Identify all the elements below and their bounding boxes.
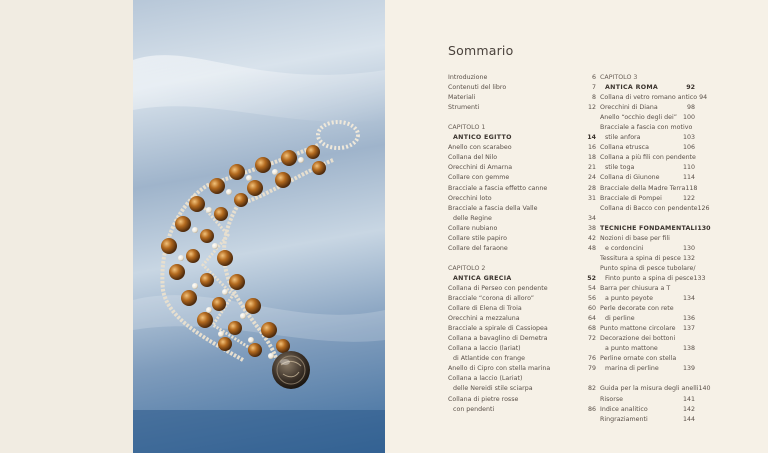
toc-entry[interactable] bbox=[448, 153, 596, 163]
toc-entry-continuation[interactable] bbox=[600, 274, 706, 284]
toc-entry-text: stile toga bbox=[605, 164, 635, 172]
toc-entry-text: TECNICHE FONDAMENTALI bbox=[600, 224, 698, 232]
toc-entry-text: Punto mattone circolare bbox=[600, 325, 676, 333]
toc-entry[interactable] bbox=[600, 384, 711, 394]
toc-page-number bbox=[586, 395, 596, 405]
toc-page-number: 7 bbox=[591, 84, 596, 92]
toc-entry[interactable] bbox=[600, 204, 710, 214]
toc-entry-continuation[interactable] bbox=[448, 354, 596, 364]
toc-page-number: 136 bbox=[682, 315, 695, 323]
toc-page-number: 68 bbox=[587, 325, 596, 333]
toc-entry-text: Barra per chiusura a T bbox=[600, 284, 671, 292]
toc-entry-text: Anello con scarabeo bbox=[448, 144, 512, 152]
toc-entry[interactable] bbox=[448, 344, 596, 354]
toc-entry-continuation[interactable] bbox=[448, 214, 596, 224]
toc-entry-text: Collana di Bacco con pendente bbox=[600, 204, 698, 212]
toc-page-number: 139 bbox=[682, 365, 695, 373]
toc-entry[interactable] bbox=[600, 143, 695, 153]
toc-entry-text: Bracciale a fascia effetto canne bbox=[448, 184, 548, 192]
toc-entry-text: Collana di Perseo con pendente bbox=[448, 284, 548, 292]
toc-entry-text: Contenuti del libro bbox=[448, 84, 507, 92]
toc-entry-text: Collana di vetro romano antico bbox=[600, 94, 698, 102]
toc-page-number: 122 bbox=[682, 194, 695, 202]
toc-entry-text: stile anfora bbox=[605, 134, 641, 142]
toc-entry-text: Collare nubiano bbox=[448, 224, 498, 232]
page-title: Sommario bbox=[448, 43, 514, 58]
toc-entry-text: CAPITOLO 2 bbox=[448, 264, 486, 272]
toc-entry[interactable] bbox=[448, 83, 596, 93]
toc-entry[interactable] bbox=[600, 93, 708, 103]
toc-entry[interactable] bbox=[600, 153, 695, 163]
toc-entry[interactable] bbox=[600, 395, 695, 405]
toc-spacer bbox=[448, 254, 596, 264]
toc-entry-continuation[interactable] bbox=[600, 364, 695, 374]
toc-page-number: 144 bbox=[682, 415, 695, 423]
toc-entry-text: Introduzione bbox=[448, 74, 488, 81]
toc-entry[interactable] bbox=[600, 103, 695, 113]
toc-page-number bbox=[696, 153, 706, 163]
toc-entry-continuation[interactable] bbox=[600, 133, 695, 143]
toc-entry-continuation[interactable] bbox=[600, 314, 695, 324]
toc-entry-text: Collana a più fili con pendente bbox=[600, 154, 696, 162]
toc-page-number: 100 bbox=[682, 114, 695, 122]
toc-page-number bbox=[692, 123, 702, 133]
toc-page-number: 34 bbox=[587, 214, 596, 222]
toc-entry-text: Collana a bavaglino di Demetra bbox=[448, 335, 548, 343]
toc-page-number: 138 bbox=[682, 345, 695, 353]
toc-column-right bbox=[600, 73, 711, 425]
toc-page-number bbox=[685, 284, 695, 294]
toc-page-number: 140 bbox=[698, 385, 711, 393]
toc-entry-text: Collare del faraone bbox=[448, 244, 508, 252]
toc-entry-text: Perle decorate con rete bbox=[600, 305, 674, 313]
toc-page-number: 48 bbox=[587, 244, 596, 252]
toc-entry[interactable] bbox=[448, 234, 596, 244]
toc-entry-text: Collare di Elena di Troia bbox=[448, 305, 522, 313]
toc-entry-text: Orecchini di Diana bbox=[600, 104, 658, 112]
bracelet-illustration bbox=[133, 0, 385, 453]
toc-entry-text: ANTICO EGITTO bbox=[453, 134, 512, 142]
toc-entry-text: Anello di Cipro con stella marina bbox=[448, 365, 551, 373]
toc-entry-text: Orecchini di Amarna bbox=[448, 164, 513, 172]
toc-page-number: 28 bbox=[587, 184, 596, 192]
toc-entry-text: Collana etrusca bbox=[600, 144, 649, 152]
toc-entry-text: di perline bbox=[605, 315, 635, 323]
toc-page-number bbox=[695, 264, 705, 274]
toc-entry-text: Nozioni di base per fili bbox=[600, 234, 670, 242]
toc-entry-text: Bracciale della Madre Terra bbox=[600, 184, 686, 192]
toc-page-number: 60 bbox=[587, 305, 596, 313]
left-page-margin bbox=[0, 0, 133, 453]
toc-entry-text: Collana a laccio (Lariat) bbox=[448, 375, 523, 383]
toc-spacer bbox=[600, 214, 695, 224]
toc-entry[interactable] bbox=[600, 264, 695, 274]
toc-page-number: 142 bbox=[682, 405, 695, 413]
chapter-label[interactable] bbox=[600, 73, 695, 83]
toc-entry-text: con pendenti bbox=[453, 405, 495, 413]
toc-entry[interactable] bbox=[600, 254, 695, 264]
toc-page-number: 114 bbox=[682, 174, 695, 182]
toc-entry-text: Bracciale a fascia della Valle bbox=[448, 204, 538, 212]
toc-page-number bbox=[685, 354, 695, 364]
toc-entry-text: Decorazione dei bottoni bbox=[600, 335, 676, 343]
toc-entry[interactable] bbox=[600, 415, 695, 425]
chapter-title[interactable] bbox=[448, 274, 596, 284]
toc-entry[interactable] bbox=[448, 324, 596, 334]
toc-page-number: 76 bbox=[587, 355, 596, 363]
toc-entry-text: Collare stile papiro bbox=[448, 234, 507, 242]
toc-entry-text: Bracciale di Pompei bbox=[600, 194, 662, 202]
toc-entry-text: a punto mattone bbox=[605, 345, 658, 353]
toc-page-number: 52 bbox=[587, 274, 596, 282]
toc-entry[interactable] bbox=[448, 395, 596, 405]
toc-page-number: 24 bbox=[587, 174, 596, 182]
toc-entry-continuation[interactable] bbox=[600, 163, 695, 173]
toc-entry-continuation[interactable] bbox=[448, 405, 596, 415]
toc-page-number: 82 bbox=[587, 385, 596, 393]
toc-page-number: 14 bbox=[587, 134, 596, 142]
toc-entry[interactable] bbox=[600, 194, 695, 204]
chapter-title[interactable] bbox=[600, 83, 695, 93]
toc-entry[interactable] bbox=[600, 405, 695, 415]
toc-entry-text: Collare con gemme bbox=[448, 174, 510, 182]
chapter-label[interactable] bbox=[448, 123, 596, 133]
toc-page-number: 12 bbox=[587, 104, 596, 112]
toc-entry[interactable] bbox=[600, 234, 695, 244]
toc-entry-text: Guida per la misura degli anelli bbox=[600, 385, 699, 393]
toc-page-number: 126 bbox=[697, 204, 710, 212]
toc-page-number: 141 bbox=[682, 395, 695, 403]
toc-entry-text: Anello “occhio degli dei” bbox=[600, 114, 677, 122]
toc-entry-text: Bracciale a spirale di Cassiopea bbox=[448, 325, 548, 333]
toc-entry-text: Materiali bbox=[448, 94, 476, 102]
toc-entry-text: Orecchini a mezzaluna bbox=[448, 315, 520, 323]
toc-entry[interactable] bbox=[448, 103, 596, 113]
toc-entry-text: marina di perline bbox=[605, 365, 659, 373]
toc-page-number bbox=[586, 264, 596, 274]
toc-entry-text: di Atlantide con frange bbox=[453, 355, 525, 363]
toc-entry-text: Punto spina di pesce tubolare/ bbox=[600, 264, 696, 272]
toc-page-number: 94 bbox=[699, 94, 708, 102]
toc-entry[interactable] bbox=[600, 324, 695, 334]
toc-page-number: 56 bbox=[587, 295, 596, 303]
toc-page-number: 31 bbox=[587, 194, 596, 202]
toc-page-number bbox=[685, 73, 695, 83]
toc-page-number: 130 bbox=[697, 224, 711, 232]
toc-spacer bbox=[448, 113, 596, 123]
toc-entry-text: Bracciale a fascia con motivo bbox=[600, 124, 693, 132]
toc-entry-text: Collana di pietre rosse bbox=[448, 395, 519, 403]
toc-entry-text: Orecchini loto bbox=[448, 194, 492, 202]
toc-entry-text: CAPITOLO 1 bbox=[448, 124, 486, 132]
toc-entry-text: Finto punto a spina di pesce bbox=[605, 274, 694, 282]
toc-entry-continuation[interactable] bbox=[600, 344, 695, 354]
toc-entry[interactable] bbox=[600, 304, 695, 314]
toc-page-number: 130 bbox=[682, 244, 695, 252]
toc-page-number: 42 bbox=[587, 234, 596, 242]
toc-page-number bbox=[586, 374, 596, 384]
toc-page-number bbox=[685, 334, 695, 344]
toc-entry[interactable] bbox=[600, 334, 695, 344]
toc-entry[interactable] bbox=[600, 173, 695, 183]
toc-entry[interactable] bbox=[448, 194, 596, 204]
toc-entry-text: Tessitura a spina di pesce bbox=[600, 254, 681, 262]
toc-entry-continuation[interactable] bbox=[600, 244, 695, 254]
toc-page-number bbox=[586, 344, 596, 354]
toc-page-number: 132 bbox=[682, 254, 695, 262]
toc-entry[interactable] bbox=[600, 184, 698, 194]
toc-spacer bbox=[600, 374, 695, 384]
toc-page-number: 8 bbox=[591, 94, 596, 102]
toc-entry[interactable] bbox=[448, 334, 596, 344]
toc-page-number: 137 bbox=[682, 325, 695, 333]
toc-entry-text: Ringraziamenti bbox=[600, 415, 648, 423]
toc-entry[interactable] bbox=[448, 294, 596, 304]
toc-page-number: 110 bbox=[682, 164, 695, 172]
toc-page-number bbox=[685, 304, 695, 314]
toc-column-left bbox=[448, 73, 596, 415]
toc-entry[interactable] bbox=[448, 143, 596, 153]
toc-entry[interactable] bbox=[448, 93, 596, 103]
bracelet-photo bbox=[133, 0, 385, 453]
toc-page-number: 79 bbox=[587, 365, 596, 373]
toc-page-number: 134 bbox=[682, 295, 695, 303]
section-title[interactable] bbox=[600, 224, 711, 234]
toc-page-number: 64 bbox=[587, 315, 596, 323]
chapter-title[interactable] bbox=[448, 133, 596, 143]
toc-entry[interactable] bbox=[448, 173, 596, 183]
toc-entry-continuation[interactable] bbox=[448, 384, 596, 394]
toc-entry-text: delle Regine bbox=[453, 214, 492, 222]
toc-entry[interactable] bbox=[448, 374, 596, 384]
toc-entry[interactable] bbox=[448, 163, 596, 173]
toc-entry-text: Collana a laccio (lariat) bbox=[448, 345, 521, 353]
toc-page-number: 106 bbox=[682, 144, 695, 152]
toc-page-number: 6 bbox=[591, 74, 596, 81]
toc-entry-text: a punto peyote bbox=[605, 295, 653, 303]
toc-entry-text: delle Nereidi stile sciarpa bbox=[453, 385, 533, 393]
toc-page-number bbox=[586, 204, 596, 214]
toc-entry-text: CAPITOLO 3 bbox=[600, 74, 638, 81]
toc-entry[interactable] bbox=[600, 123, 695, 133]
toc-entry[interactable] bbox=[448, 224, 596, 234]
toc-page-number: 54 bbox=[587, 284, 596, 292]
toc-page-number: 38 bbox=[587, 224, 596, 232]
toc-page-number bbox=[586, 123, 596, 133]
toc-page-number: 118 bbox=[685, 184, 698, 192]
toc-page-number: 86 bbox=[587, 405, 596, 413]
toc-page-number: 72 bbox=[587, 335, 596, 343]
toc-entry-continuation[interactable] bbox=[600, 294, 695, 304]
toc-entry-text: Collana di Giunone bbox=[600, 174, 660, 182]
toc-entry[interactable] bbox=[448, 244, 596, 254]
toc-page-number: 133 bbox=[693, 274, 706, 282]
toc-entry[interactable] bbox=[448, 73, 596, 83]
toc-entry[interactable] bbox=[448, 204, 596, 214]
toc-page-number: 92 bbox=[686, 84, 695, 92]
toc-entry-text: Perline ornate con stella bbox=[600, 355, 677, 363]
toc-entry-text: Strumenti bbox=[448, 104, 480, 112]
chapter-label[interactable] bbox=[448, 264, 596, 274]
toc-page-number: 103 bbox=[682, 134, 695, 142]
toc-entry[interactable] bbox=[448, 364, 596, 374]
toc-entry-text: Bracciale “corona di alloro” bbox=[448, 295, 534, 303]
toc-entry[interactable] bbox=[600, 113, 695, 123]
toc-entry[interactable] bbox=[448, 304, 596, 314]
toc-entry-text: e cordoncini bbox=[605, 244, 644, 252]
toc-entry-text: ANTICA ROMA bbox=[605, 84, 659, 92]
toc-page-number: 21 bbox=[587, 164, 596, 172]
toc-entry-text: Collana del Nilo bbox=[448, 154, 498, 162]
toc-entry[interactable] bbox=[448, 284, 596, 294]
toc-page-number bbox=[685, 234, 695, 244]
toc-entry-text: Indice analitico bbox=[600, 405, 648, 413]
toc-entry[interactable] bbox=[600, 284, 695, 294]
toc-entry[interactable] bbox=[600, 354, 695, 364]
toc-entry-text: ANTICA GRECIA bbox=[453, 274, 512, 282]
toc-entry[interactable] bbox=[448, 314, 596, 324]
toc-entry-text: Risorse bbox=[600, 395, 624, 403]
toc-page-number: 98 bbox=[686, 104, 695, 112]
toc-entry[interactable] bbox=[448, 184, 596, 194]
toc-page-number: 18 bbox=[587, 154, 596, 162]
toc-page-number: 16 bbox=[587, 144, 596, 152]
